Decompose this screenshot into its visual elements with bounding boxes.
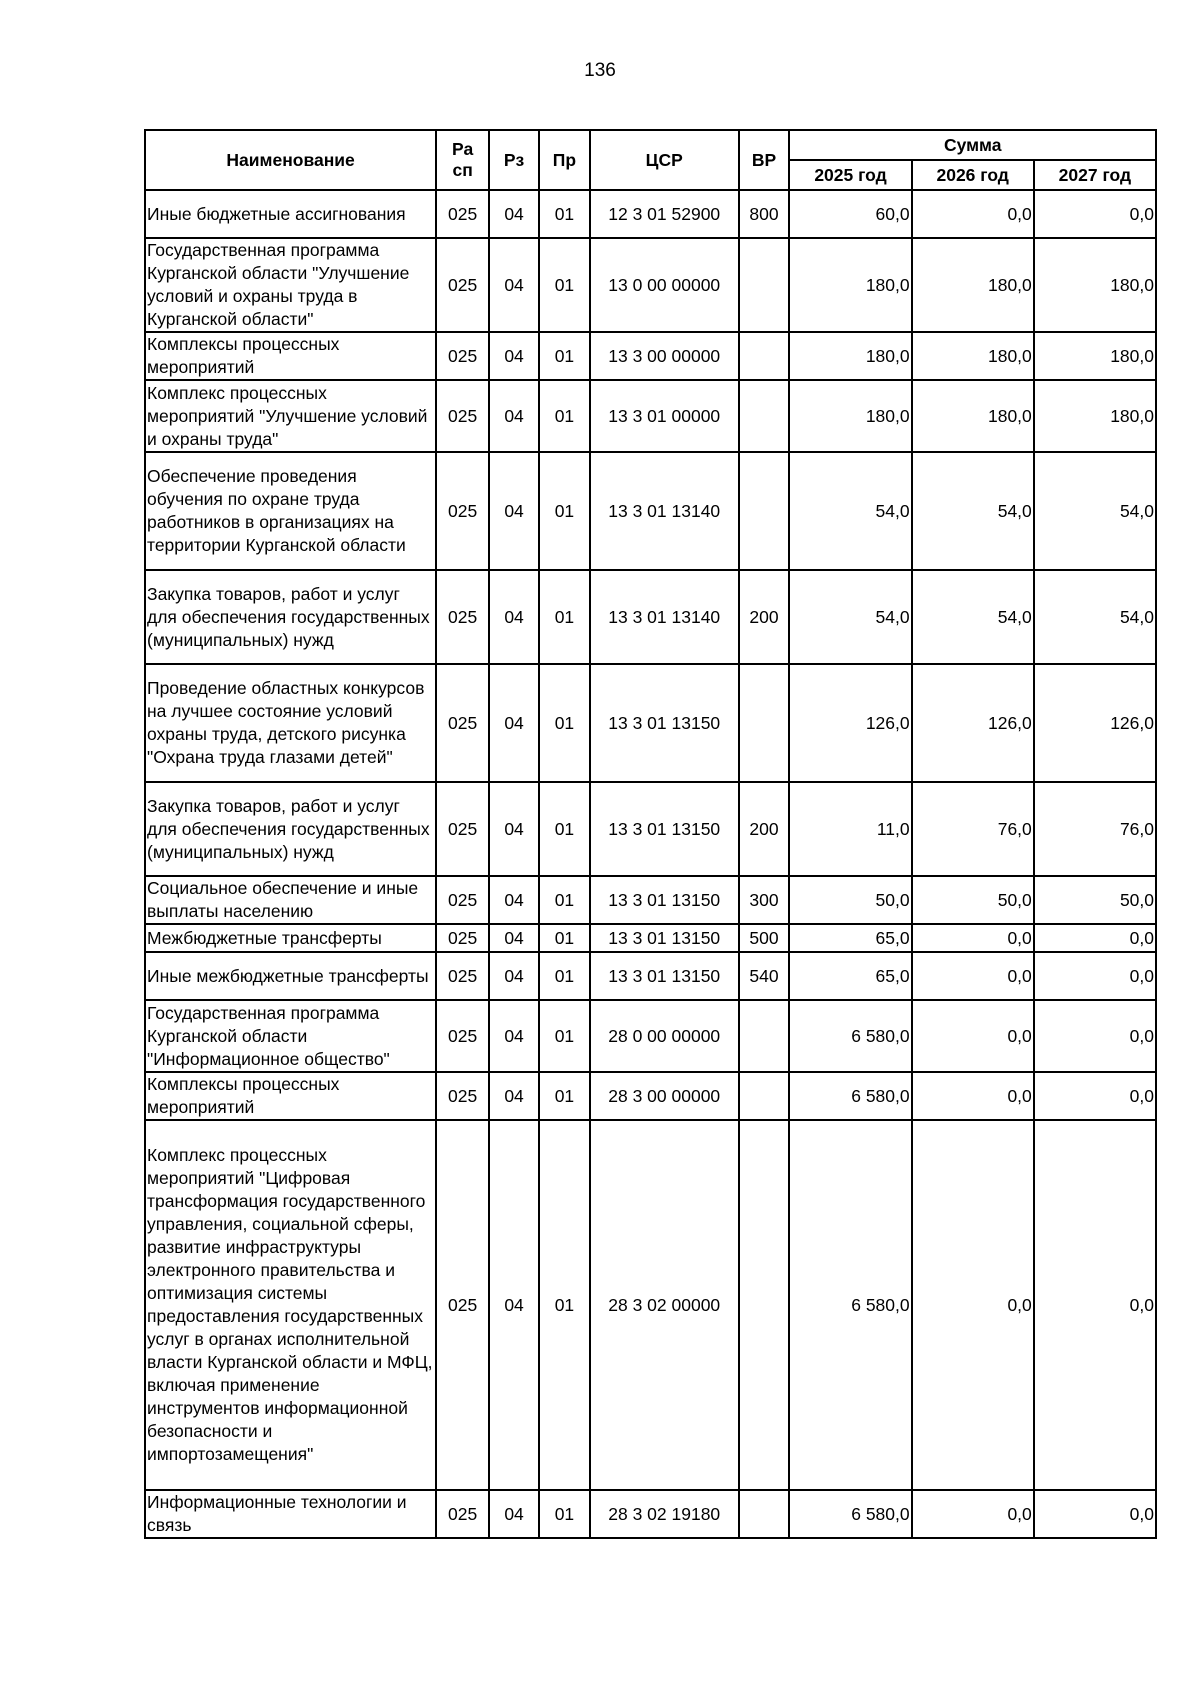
row-vr: 500 xyxy=(739,924,790,952)
table-row xyxy=(145,190,1156,238)
row-rasp: 025 xyxy=(436,1120,489,1490)
row-sum-2027: 126,0 xyxy=(1034,664,1156,782)
row-csr: 13 3 01 13150 xyxy=(590,664,739,782)
row-sum-2027: 0,0 xyxy=(1034,1120,1156,1490)
row-sum-2026: 126,0 xyxy=(912,664,1034,782)
row-rz: 04 xyxy=(489,664,539,782)
row-sum-2025: 65,0 xyxy=(789,952,911,1000)
row-rasp: 025 xyxy=(436,238,489,332)
row-rz: 04 xyxy=(489,1490,539,1538)
row-vr: 540 xyxy=(739,952,790,1000)
row-pr: 01 xyxy=(539,1072,590,1120)
table-row xyxy=(145,924,1156,952)
row-rz: 04 xyxy=(489,1000,539,1072)
header-summa: Сумма xyxy=(789,130,1156,160)
row-sum-2025: 6 580,0 xyxy=(789,1000,911,1072)
table-row xyxy=(145,1000,1156,1072)
row-csr: 13 3 01 13140 xyxy=(590,452,739,570)
row-sum-2025: 6 580,0 xyxy=(789,1120,911,1490)
row-rasp: 025 xyxy=(436,1490,489,1538)
row-rasp: 025 xyxy=(436,452,489,570)
row-sum-2025: 126,0 xyxy=(789,664,911,782)
row-sum-2027: 76,0 xyxy=(1034,782,1156,876)
row-rasp: 025 xyxy=(436,924,489,952)
row-csr: 28 3 02 19180 xyxy=(590,1490,739,1538)
table-row xyxy=(145,332,1156,380)
row-name: Комплекс процессных мероприятий "Улучшение условий и охраны труда" xyxy=(145,380,436,452)
row-name: Комплексы процессных мероприятий xyxy=(145,332,436,380)
row-sum-2026: 180,0 xyxy=(912,380,1034,452)
row-pr: 01 xyxy=(539,190,590,238)
row-name: Социальное обеспечение и иные выплаты населению xyxy=(145,876,436,924)
row-rasp: 025 xyxy=(436,380,489,452)
row-name: Иные бюджетные ассигнования xyxy=(145,190,436,238)
row-name: Государственная программа Курганской области "Улучшение условий и охраны труда в Курганской области" xyxy=(145,238,436,332)
row-vr xyxy=(739,1000,790,1072)
row-rz: 04 xyxy=(489,380,539,452)
row-pr: 01 xyxy=(539,1000,590,1072)
table-row xyxy=(145,876,1156,924)
table-row xyxy=(145,452,1156,570)
row-rasp: 025 xyxy=(436,1000,489,1072)
row-rasp: 025 xyxy=(436,570,489,664)
row-sum-2027: 54,0 xyxy=(1034,452,1156,570)
table-row xyxy=(145,952,1156,1000)
row-vr xyxy=(739,1072,790,1120)
row-csr: 13 3 01 13140 xyxy=(590,570,739,664)
row-csr: 13 3 01 13150 xyxy=(590,876,739,924)
header-name: Наименование xyxy=(145,130,436,190)
row-vr xyxy=(739,238,790,332)
row-vr xyxy=(739,664,790,782)
row-rz: 04 xyxy=(489,190,539,238)
header-pr: Пр xyxy=(539,130,590,190)
row-vr xyxy=(739,452,790,570)
row-csr: 13 3 00 00000 xyxy=(590,332,739,380)
row-sum-2025: 65,0 xyxy=(789,924,911,952)
header-year-2025: 2025 год xyxy=(789,160,911,190)
row-rasp: 025 xyxy=(436,190,489,238)
page-number: 136 xyxy=(584,60,616,81)
row-pr: 01 xyxy=(539,1120,590,1490)
row-sum-2027: 0,0 xyxy=(1034,1072,1156,1120)
row-sum-2027: 180,0 xyxy=(1034,332,1156,380)
table-row xyxy=(145,1120,1156,1490)
row-csr: 13 3 01 13150 xyxy=(590,782,739,876)
header-row-1 xyxy=(145,130,1156,160)
row-sum-2025: 6 580,0 xyxy=(789,1072,911,1120)
row-rasp: 025 xyxy=(436,952,489,1000)
row-sum-2025: 60,0 xyxy=(789,190,911,238)
row-sum-2025: 54,0 xyxy=(789,570,911,664)
row-sum-2026: 50,0 xyxy=(912,876,1034,924)
row-name: Иные межбюджетные трансферты xyxy=(145,952,436,1000)
row-sum-2026: 0,0 xyxy=(912,1120,1034,1490)
row-csr: 28 3 02 00000 xyxy=(590,1120,739,1490)
row-rz: 04 xyxy=(489,876,539,924)
table-row xyxy=(145,664,1156,782)
row-sum-2025: 11,0 xyxy=(789,782,911,876)
row-rasp: 025 xyxy=(436,664,489,782)
row-sum-2025: 180,0 xyxy=(789,380,911,452)
table-row xyxy=(145,570,1156,664)
row-rz: 04 xyxy=(489,782,539,876)
row-csr: 13 3 01 13150 xyxy=(590,952,739,1000)
row-name: Межбюджетные трансферты xyxy=(145,924,436,952)
header-rasp-line2: сп xyxy=(452,160,473,180)
row-pr: 01 xyxy=(539,380,590,452)
row-sum-2027: 180,0 xyxy=(1034,238,1156,332)
row-vr: 800 xyxy=(739,190,790,238)
row-sum-2025: 50,0 xyxy=(789,876,911,924)
row-sum-2025: 180,0 xyxy=(789,332,911,380)
header-rasp xyxy=(436,130,489,190)
row-sum-2025: 54,0 xyxy=(789,452,911,570)
row-name: Комплекс процессных мероприятий "Цифровая трансформация государственного управления, социальной сферы, развитие инфраструктуры электронного правительства и оптимизация системы предоставления государственных услуг в органах исполнительной власти Курганской области и МФЦ, включая применение инструментов информационной безопасности и импортозамещения" xyxy=(145,1120,436,1490)
row-csr: 28 3 00 00000 xyxy=(590,1072,739,1120)
row-rz: 04 xyxy=(489,952,539,1000)
row-rz: 04 xyxy=(489,238,539,332)
header-vr: ВР xyxy=(739,130,790,190)
row-sum-2026: 54,0 xyxy=(912,570,1034,664)
row-sum-2026: 0,0 xyxy=(912,1072,1034,1120)
row-csr: 28 0 00 00000 xyxy=(590,1000,739,1072)
row-sum-2026: 76,0 xyxy=(912,782,1034,876)
row-rz: 04 xyxy=(489,1120,539,1490)
row-name: Комплексы процессных мероприятий xyxy=(145,1072,436,1120)
row-name: Проведение областных конкурсов на лучшее состояние условий охраны труда, детского рисунка "Охрана труда глазами детей" xyxy=(145,664,436,782)
row-pr: 01 xyxy=(539,238,590,332)
row-vr: 200 xyxy=(739,782,790,876)
row-rasp: 025 xyxy=(436,782,489,876)
table-row xyxy=(145,238,1156,332)
row-csr: 13 3 01 13150 xyxy=(590,924,739,952)
row-vr xyxy=(739,380,790,452)
row-pr: 01 xyxy=(539,782,590,876)
row-csr: 13 3 01 00000 xyxy=(590,380,739,452)
row-pr: 01 xyxy=(539,952,590,1000)
row-pr: 01 xyxy=(539,1490,590,1538)
row-sum-2025: 180,0 xyxy=(789,238,911,332)
row-rz: 04 xyxy=(489,1072,539,1120)
row-sum-2027: 0,0 xyxy=(1034,190,1156,238)
row-pr: 01 xyxy=(539,452,590,570)
row-vr xyxy=(739,1120,790,1490)
row-rasp: 025 xyxy=(436,876,489,924)
row-rz: 04 xyxy=(489,332,539,380)
row-sum-2026: 54,0 xyxy=(912,452,1034,570)
row-sum-2027: 50,0 xyxy=(1034,876,1156,924)
row-pr: 01 xyxy=(539,876,590,924)
budget-table xyxy=(144,129,1157,1539)
table-row xyxy=(145,1490,1156,1538)
row-rz: 04 xyxy=(489,924,539,952)
row-rz: 04 xyxy=(489,570,539,664)
row-sum-2026: 0,0 xyxy=(912,952,1034,1000)
row-pr: 01 xyxy=(539,570,590,664)
row-csr: 12 3 01 52900 xyxy=(590,190,739,238)
row-sum-2027: 0,0 xyxy=(1034,1000,1156,1072)
row-rasp: 025 xyxy=(436,332,489,380)
header-csr: ЦСР xyxy=(590,130,739,190)
header-year-2027: 2027 год xyxy=(1034,160,1156,190)
row-sum-2027: 0,0 xyxy=(1034,924,1156,952)
row-sum-2027: 54,0 xyxy=(1034,570,1156,664)
row-pr: 01 xyxy=(539,664,590,782)
row-sum-2027: 180,0 xyxy=(1034,380,1156,452)
row-pr: 01 xyxy=(539,332,590,380)
row-sum-2026: 0,0 xyxy=(912,1490,1034,1538)
row-csr: 13 0 00 00000 xyxy=(590,238,739,332)
row-name: Закупка товаров, работ и услуг для обеспечения государственных (муниципальных) нужд xyxy=(145,570,436,664)
row-pr: 01 xyxy=(539,924,590,952)
row-sum-2026: 0,0 xyxy=(912,190,1034,238)
table-row xyxy=(145,782,1156,876)
row-sum-2026: 180,0 xyxy=(912,332,1034,380)
row-sum-2027: 0,0 xyxy=(1034,952,1156,1000)
row-vr: 300 xyxy=(739,876,790,924)
row-vr: 200 xyxy=(739,570,790,664)
header-year-2026: 2026 год xyxy=(912,160,1034,190)
table-row xyxy=(145,380,1156,452)
header-rz: Рз xyxy=(489,130,539,190)
row-name: Закупка товаров, работ и услуг для обеспечения государственных (муниципальных) нужд xyxy=(145,782,436,876)
row-sum-2025: 6 580,0 xyxy=(789,1490,911,1538)
row-sum-2026: 180,0 xyxy=(912,238,1034,332)
row-vr xyxy=(739,1490,790,1538)
row-sum-2026: 0,0 xyxy=(912,924,1034,952)
row-name: Информационные технологии и связь xyxy=(145,1490,436,1538)
row-name: Обеспечение проведения обучения по охране труда работников в организациях на территории Курганской области xyxy=(145,452,436,570)
row-vr xyxy=(739,332,790,380)
table-row xyxy=(145,1072,1156,1120)
header-rasp-line1: Ра xyxy=(452,139,474,159)
row-sum-2027: 0,0 xyxy=(1034,1490,1156,1538)
row-rasp: 025 xyxy=(436,1072,489,1120)
row-sum-2026: 0,0 xyxy=(912,1000,1034,1072)
row-name: Государственная программа Курганской области "Информационное общество" xyxy=(145,1000,436,1072)
row-rz: 04 xyxy=(489,452,539,570)
